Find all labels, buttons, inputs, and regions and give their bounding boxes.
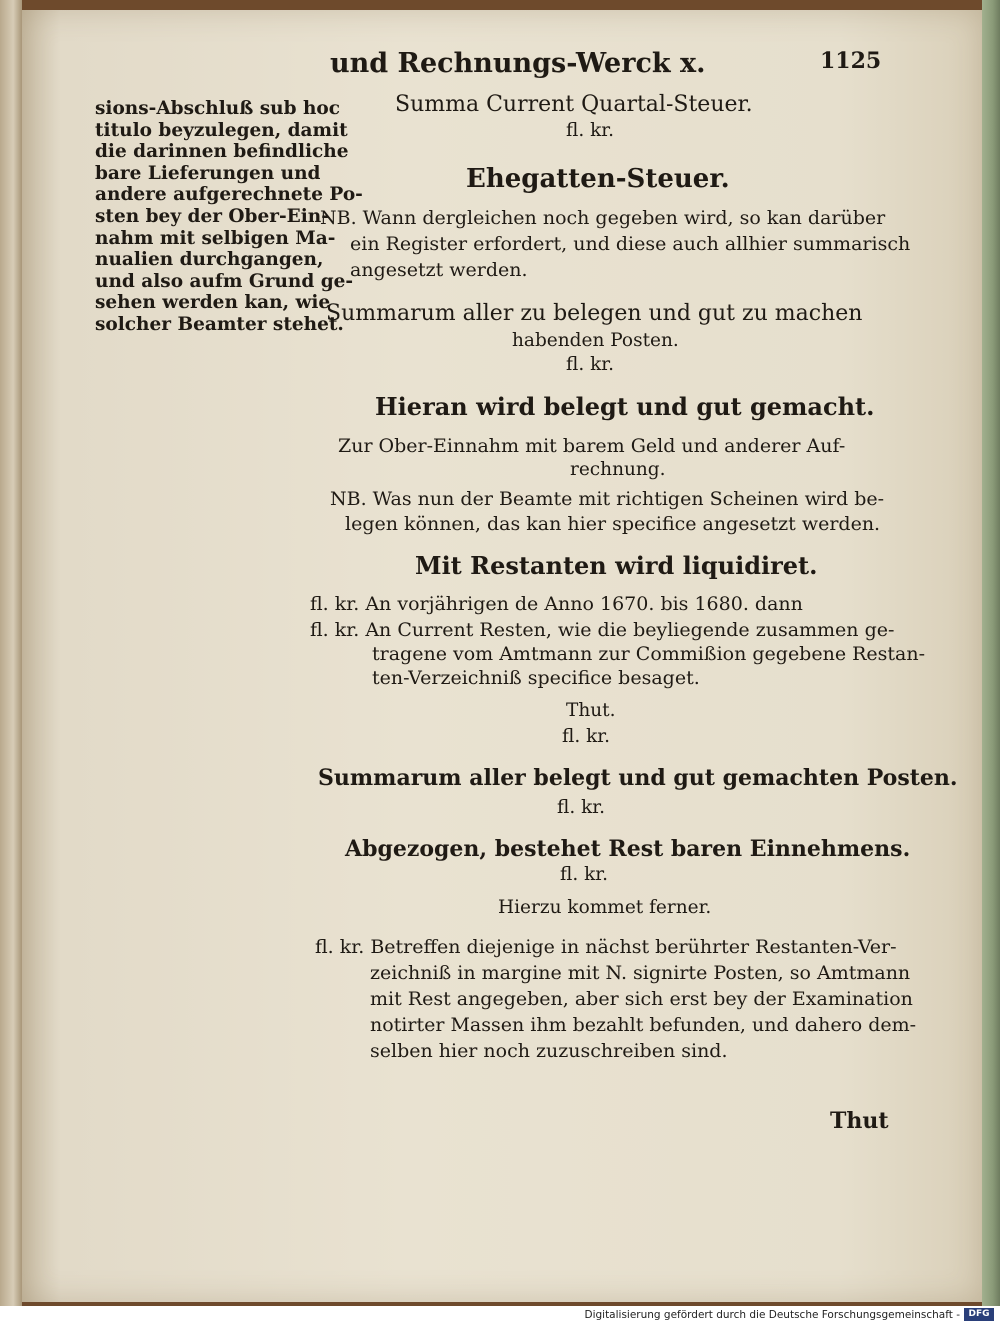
betreffen-line: selben hier noch zuzuschreiben sind. (370, 1040, 728, 1062)
catchword: Thut (830, 1108, 889, 1134)
margin-note-line: andere aufgerechnete Po- (95, 184, 363, 206)
rest-line: fl. kr. An Current Resten, wie die beyliegende zusammen ge- (310, 619, 895, 641)
betreffen-line: zeichniß in margine mit N. signirte Posten, so Amtmann (370, 962, 911, 984)
margin-note-line: titulo beyzulegen, damit (95, 119, 348, 141)
rest-line: ten-Verzeichniß specifice besaget. (372, 667, 700, 689)
dfg-logo: DFG (964, 1308, 994, 1321)
margin-note-line: nualien durchgangen, (95, 249, 324, 271)
margin-note-line: sions-Abschluß sub hoc (95, 98, 341, 119)
restanten-heading: Mit Restanten wird liquidiret. (415, 551, 818, 580)
hieran-heading: Hieran wird belegt und gut gemacht. (375, 392, 875, 421)
betreffen-line: mit Rest angegeben, aber sich erst bey der Examination (370, 988, 913, 1010)
right-cover-edge (982, 0, 1000, 1306)
fl-kr-label: fl. kr. (560, 864, 609, 885)
ehegatten-heading: Ehegatten-Steuer. (466, 164, 730, 194)
margin-note-line: bare Lieferungen und (95, 162, 321, 184)
rest-line: fl. kr. An vorjährigen de Anno 1670. bis 1680. dann (310, 593, 803, 615)
rest-line: tragene vom Amtmann zur Commißion gegebene Restan- (372, 643, 926, 665)
fl-kr-label: fl. kr. (566, 354, 615, 375)
fl-kr-label: fl. kr. (562, 726, 611, 747)
margin-note-line: sten bey der Ober-Ein- (95, 205, 329, 227)
hierzu-line: Hierzu kommet ferner. (498, 897, 712, 918)
summarum-line: Summarum aller zu belegen und gut zu machen (326, 301, 863, 326)
margin-note-line: sehen werden kan, wie (95, 292, 331, 314)
running-header: und Rechnungs-Werck x. (330, 48, 706, 79)
summarum-line: habenden Posten. (512, 330, 679, 351)
summa-current-line: Summa Current Quartal-Steuer. (395, 92, 753, 117)
margin-note-line: solcher Beamter stehet. (95, 313, 344, 335)
margin-note (95, 98, 363, 336)
betreffen-line: notirter Massen ihm bezahlt befunden, und dahero dem- (370, 1014, 917, 1036)
page-number: 1125 (820, 48, 882, 74)
margin-note-line: nahm mit selbigen Ma- (95, 227, 336, 249)
abgezogen-heading: Abgezogen, bestehet Rest baren Einnehmens. (345, 836, 911, 862)
fl-kr-label: fl. kr. (566, 120, 615, 141)
margin-note-line: und also aufm Grund ge- (95, 270, 354, 292)
ober-einnahm-line: Zur Ober-Einnahm mit barem Geld und anderer Auf- (338, 435, 846, 457)
digitization-credit: Digitalisierung gefördert durch die Deutsche Forschungsgemeinschaft - (584, 1309, 960, 1321)
margin-note-line: die darinnen befindliche (95, 141, 349, 163)
thut-label: Thut. (566, 700, 616, 721)
nb-note-line: NB. Wann dergleichen noch gegeben wird, so kan darüber (320, 207, 886, 229)
nb-note-line: legen können, das kan hier specifice angesetzt werden. (345, 513, 881, 535)
nb-note-line: angesetzt werden. (350, 259, 528, 281)
nb-note-line: ein Register erfordert, und diese auch allhier summarisch (350, 233, 911, 255)
betreffen-line: fl. kr. Betreffen diejenige in nächst berührter Restanten-Ver- (315, 936, 897, 958)
left-page-edge (0, 0, 22, 1306)
nb-note-line: NB. Was nun der Beamte mit richtigen Scheinen wird be- (330, 488, 885, 510)
ober-einnahm-line: rechnung. (570, 459, 666, 480)
summarum-heading: Summarum aller belegt und gut gemachten Posten. (318, 765, 958, 791)
fl-kr-label: fl. kr. (557, 797, 606, 818)
